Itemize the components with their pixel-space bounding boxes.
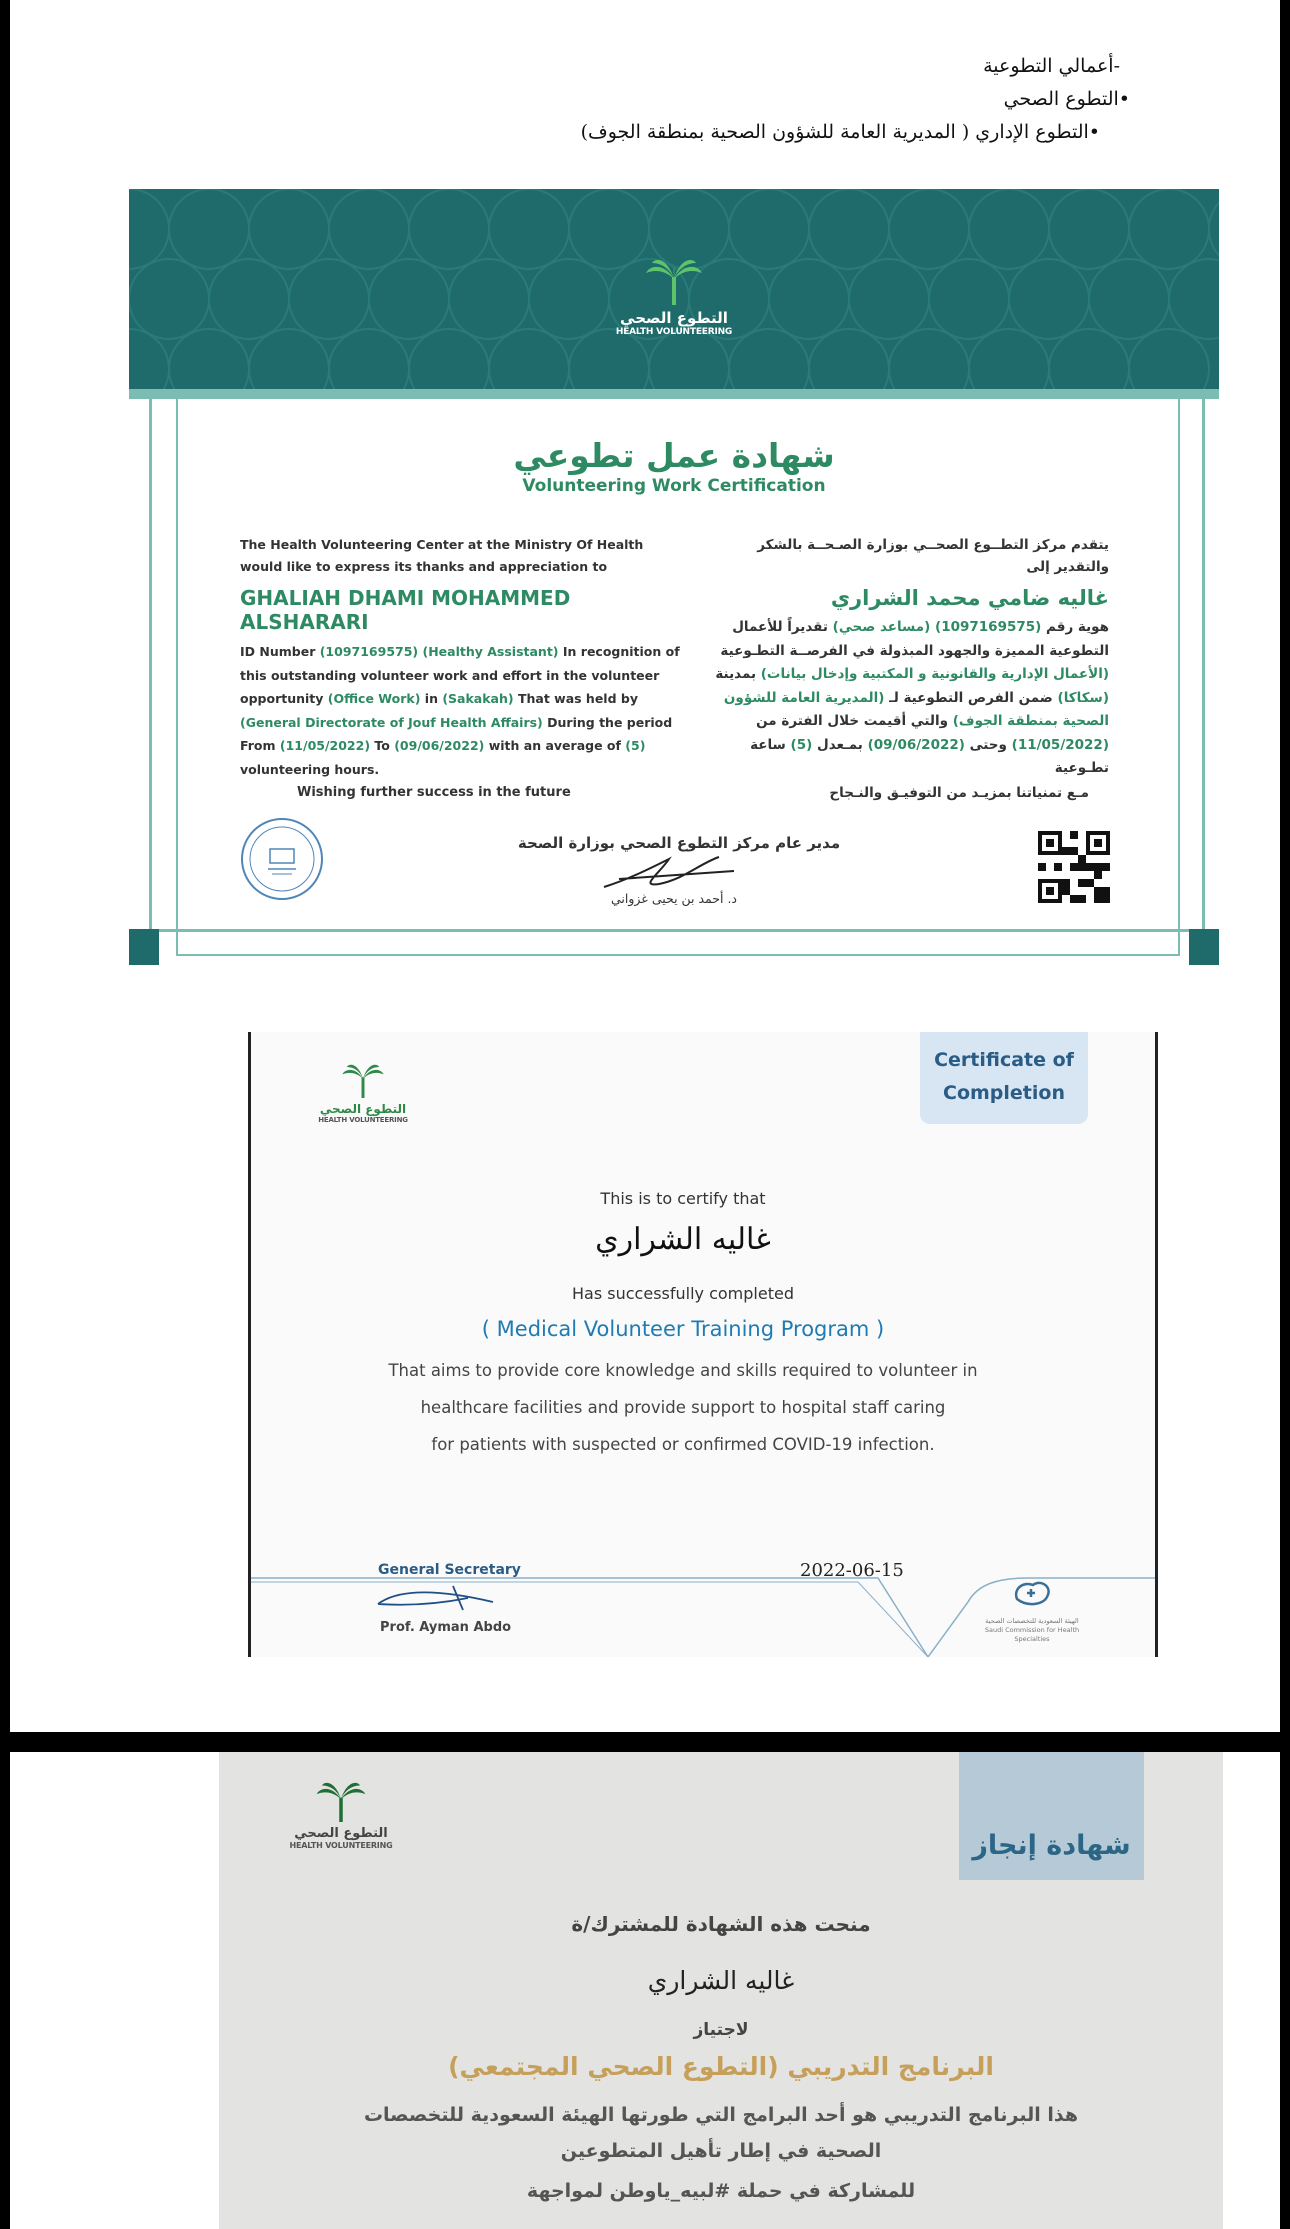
id-number-ar: (1097169575) (935, 619, 1042, 635)
right-border-line (1155, 1032, 1158, 1657)
description-line-2: healthcare facilities and provide support to hospital staff caring (420, 1398, 946, 1417)
hours-label-en: volunteering hours. (240, 761, 380, 777)
wish-text-en: Wishing further success in the future (297, 785, 571, 800)
ministry-seal-icon (240, 817, 324, 905)
completed-text: Has successfully completed (572, 1284, 794, 1303)
in-word: in (424, 691, 438, 706)
program-description-1: هذا البرنامج التدريبي هو أحد البرامج التي طورتها الهيئة السعودية للتخصصات (363, 2104, 1079, 2126)
recipient-name: غاليه الشراري (595, 1222, 771, 1257)
period-text: During the period From (240, 714, 673, 753)
document-page-1 (10, 0, 1280, 1732)
average-text: with an average of (488, 738, 621, 753)
logo-text-ar-3: التطوع الصحي (294, 1826, 388, 1841)
hours-ar: (5) (790, 736, 813, 753)
badge-line-2: Completion (943, 1082, 1065, 1104)
achievement-title: شهادة إنجاز (972, 1830, 1131, 1861)
certificate-title-en: Volunteering Work Certification (522, 476, 826, 496)
logo-text-en-2: HEALTH VOLUNTEERING (318, 1116, 408, 1124)
recipient-name-ar: غاليه ضامي محمد الشراري (830, 586, 1109, 610)
granted-text: منحت هذه الشهادة للمشترك/ة (571, 1912, 871, 1936)
signer-name: د. أحمد بن يحيى غزواني (611, 891, 737, 906)
document-page-2 (10, 1752, 1280, 2229)
id-label: ID Number (240, 644, 316, 659)
wish-text-ar: مـع تمنياتنا بمزيـد من التوفيـق والنـجاح (829, 784, 1089, 801)
header-line-volunteer-works: -أعمالي التطوعية (983, 55, 1120, 77)
program-description-2: الصحية في إطار تأهيل المتطوعين (560, 2140, 882, 2162)
logo-text-en: HEALTH VOLUNTEERING (615, 327, 733, 337)
achievement-certificate (219, 1752, 1223, 2229)
city-en: (Sakakah) (442, 691, 514, 706)
hours-en: (5) (625, 738, 646, 753)
qr-code-icon (1038, 831, 1110, 907)
header-line-health-volunteering: •التطوع الصحي (1003, 88, 1130, 110)
date-to-en: (09/06/2022) (394, 738, 485, 753)
recipient-name-en: GHALIAH DHAMI MOHAMMED ALSHARARI (240, 586, 571, 634)
palm-tree-icon (644, 259, 704, 305)
hours-label-ar: ساعة تطـوعية (750, 736, 1109, 776)
description-line-1: That aims to provide core knowledge and skills required to volunteer in (388, 1361, 978, 1380)
organization-ar: (المديرية العامة للشؤون الصحية بمنطقة الجوف) (723, 689, 1109, 729)
details-en (240, 640, 680, 781)
logo-text-ar-2: التطوع الصحي (319, 1102, 407, 1116)
program-title: ( Medical Volunteer Training Program ) (481, 1317, 885, 1341)
program-description (338, 1352, 1028, 1463)
id-number: (1097169575) (319, 644, 419, 659)
details-ar (709, 616, 1109, 781)
secretary-title: General Secretary (378, 1562, 521, 1578)
badge-line-1: Certificate of (934, 1049, 1074, 1071)
banner-stripe (129, 389, 1219, 399)
certificate-of-completion-badge (920, 1032, 1088, 1124)
opportunity-en: (Office Work) (327, 691, 421, 706)
scfhs-name-en: Saudi Commission for Health Specialties (984, 1626, 1080, 1643)
to-word-ar: وحتى (969, 736, 1007, 753)
signer-title: مدير عام مركز التطوع الصحي بوزارة الصحة (517, 834, 841, 852)
secretary-name: Prof. Ayman Abdo (380, 1620, 512, 1635)
average-ar: بمـعدل (817, 736, 863, 753)
to-word: To (374, 738, 390, 753)
recognition-text: In recognition of this outstanding volunteer work and effort in the volunteer opportunity (240, 644, 680, 706)
scfhs-logo (972, 1577, 1092, 1644)
logo-text-en-3: HEALTH VOLUNTEERING (289, 1841, 393, 1850)
certificate-text-ar (709, 534, 1109, 805)
id-label-ar: هوية رقم (1046, 619, 1109, 635)
program-title: البرنامج التدريبي (التطوع الصحي المجتمعي) (448, 2052, 994, 2081)
recipient-name: غاليه الشراري (647, 1966, 795, 1995)
role-ar: (مساعد صحي) (832, 619, 931, 635)
organization-en: (General Directorate of Jouf Health Affairs) (240, 714, 543, 730)
header-line-admin-volunteering: •التطوع الإداري ( المديرية العامة للشؤون الصحية بمنطقة الجوف) (580, 121, 1100, 143)
corner-block-right (1189, 929, 1219, 965)
palm-tree-icon (340, 1064, 386, 1098)
date-from-ar: (11/05/2022) (1011, 736, 1109, 753)
logo-text-ar: التطوع الصحي (620, 309, 728, 327)
volunteering-work-certificate (129, 189, 1219, 965)
corner-block-left (129, 929, 159, 965)
palm-tree-icon (314, 1782, 368, 1822)
certify-text: This is to certify that (600, 1189, 766, 1208)
health-volunteering-logo-3 (281, 1782, 401, 1850)
opportunity-ar: (الأعمال الإدارية والقانونية و المكتبية وإدخال بيانات) (760, 666, 1109, 682)
within-text-ar: ضمن الفرص التطوعية لـ (889, 689, 1053, 706)
city-ar: (سكاكا) (1057, 689, 1109, 706)
signature-icon (599, 849, 739, 894)
intro-en: The Health Volunteering Center at the Ministry Of Health would like to express its thanks and appreciation to (240, 537, 644, 574)
completion-certificate (248, 1032, 1158, 1657)
description-line-3: for patients with suspected or confirmed COVID-19 infection. (431, 1435, 935, 1454)
health-volunteering-logo-2 (308, 1064, 418, 1124)
certificate-title-ar: شهادة عمل تطوعي (513, 436, 835, 475)
role-en: (Healthy Assistant) (422, 644, 559, 659)
program-description-3: للمشاركة في حملة #لبيه_ياوطن لمواجهة (526, 2180, 916, 2202)
held-by-text: That was held by (517, 691, 638, 706)
signature-icon (368, 1584, 498, 1616)
date-from-en: (11/05/2022) (279, 738, 371, 753)
for-passing-text: لاجتياز (693, 2020, 749, 2040)
certificate-text-en (240, 534, 680, 781)
appreciation-ar: تقديراً للأعمال (732, 619, 828, 635)
intro-ar: يتقدم مركز التطــوع الصحــي بوزارة الصـحــة بالشكر والتقدير إلى (757, 537, 1109, 575)
city-word-ar: بمدينة (715, 666, 757, 682)
certificate-banner (129, 189, 1219, 389)
scfhs-name-ar: الهيئة السعودية للتخصصات الصحية (985, 1617, 1079, 1625)
date-to-ar: (09/06/2022) (867, 736, 965, 753)
effort-text-ar: التطوعية المميزة والجهود المبذولة في الفرصــة التطـوعية (720, 642, 1109, 659)
period-text-ar: والتي أقيمت خلال الفترة من (756, 713, 949, 729)
health-volunteering-logo (594, 259, 754, 337)
issue-date: 2022-06-15 (800, 1560, 904, 1581)
header-section (580, 50, 1130, 149)
scfhs-icon (1009, 1577, 1055, 1613)
